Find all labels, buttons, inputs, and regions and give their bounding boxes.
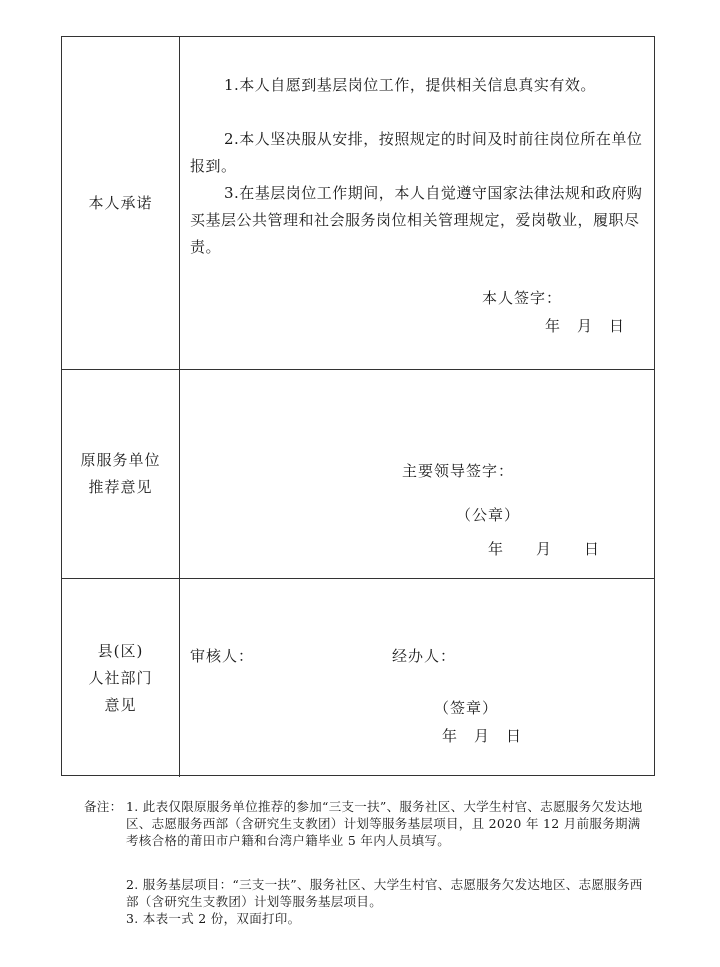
notes-prefix: 备注： <box>84 799 123 814</box>
county-label <box>62 579 180 777</box>
commitment-signature: 本人签字： <box>482 289 563 307</box>
commitment-content <box>180 37 654 369</box>
recommendation-date: 年 月 日 <box>488 540 601 558</box>
note-item-2: 2. 服务基层项目：“三支一扶”、服务社区、大学生村官、志愿服务欠发达地区、志愿服务西部（含研究生支教团）计划等服务基层项目。 <box>126 877 643 909</box>
county-seal: （签章） <box>434 699 499 717</box>
note-item-1: 1. 此表仅限原服务单位推荐的参加“三支一扶”、服务社区、大学生村官、志愿服务欠发达地区、志愿服务西部（含研究生支教团）计划等服务基层项目，且 2020 年 12 月前服务期满考核合格的莆田市户籍和台湾户籍毕业 5 年内人员填写。 <box>126 799 643 848</box>
county-row <box>62 579 654 777</box>
leader-signature: 主要领导签字： <box>402 462 515 480</box>
commitment-row <box>62 37 654 370</box>
recommendation-row <box>62 370 654 579</box>
county-label-line1: 县(区) <box>97 641 144 660</box>
commitment-label: 本人承诺 <box>62 37 180 369</box>
handler-label: 经办人： <box>392 647 457 665</box>
county-date: 年 月 日 <box>442 727 523 745</box>
note-item-3: 3. 本表一式 2 份，双面打印。 <box>126 911 301 926</box>
county-label-line2: 人社部门 <box>88 668 153 687</box>
reviewer-label: 审核人： <box>190 647 255 665</box>
recommendation-label-line1: 原服务单位 <box>80 451 161 469</box>
recommendation-content <box>180 370 654 578</box>
recommendation-label-line2: 推荐意见 <box>88 478 153 496</box>
commitment-item-1: 1.本人自愿到基层岗位工作，提供相关信息真实有效。 <box>224 76 596 94</box>
county-label-line3: 意见 <box>104 695 137 714</box>
commitment-item-2: 2.本人坚决服从安排，按照规定的时间及时前往岗位所在单位报到。 <box>190 130 643 175</box>
county-content <box>180 579 654 777</box>
official-seal: （公章） <box>456 506 521 524</box>
form-table <box>61 36 655 776</box>
recommendation-label <box>62 370 180 578</box>
commitment-item-3: 3.在基层岗位工作期间，本人自觉遵守国家法律法规和政府购买基层公共管理和社会服务岗位相关管理规定，爱岗敬业，履职尽责。 <box>190 184 643 256</box>
commitment-date: 年 月 日 <box>545 317 626 335</box>
